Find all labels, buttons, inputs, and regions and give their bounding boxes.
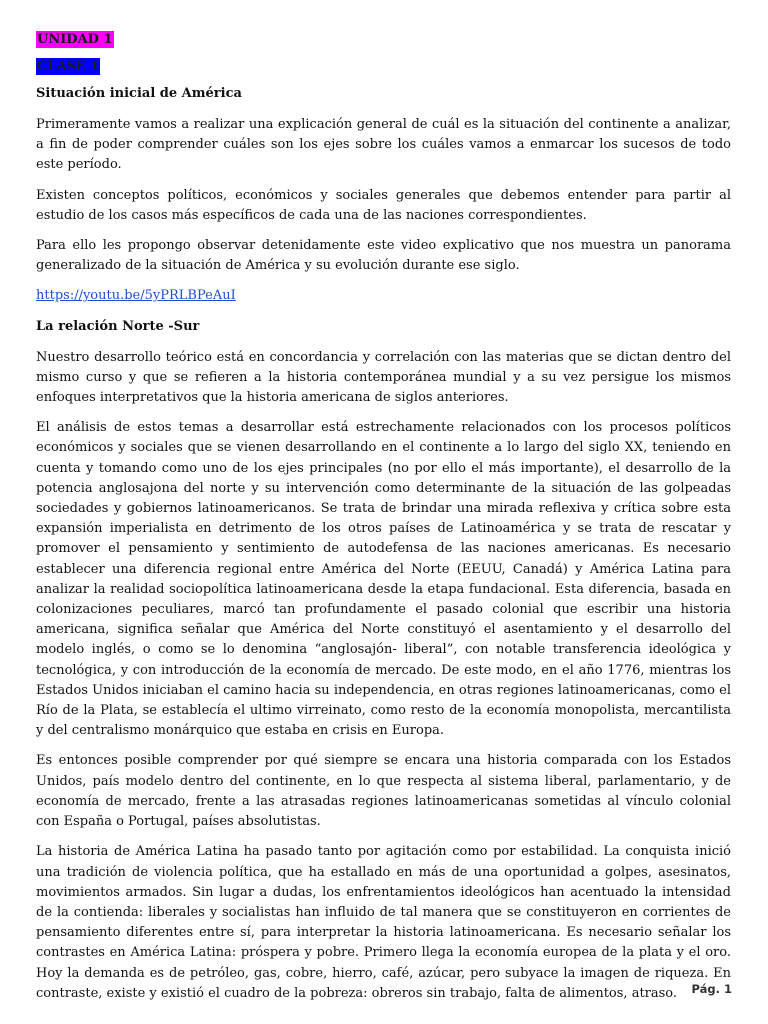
video-link[interactable]: https://youtu.be/5yPRLBPeAuI — [36, 288, 236, 304]
document-page — [36, 30, 731, 1014]
section2-paragraph-4: La historia de América Latina ha pasado tanto por agitación como por estabilidad. La conquista inició una tradición de violencia política, que ha estallado en más de una oportunidad a golpes, asesinatos, movimientos armados. Sin lugar a dudas, los enfrentamientos ideológicos han acentuado la intensidad de la contienda: liberales y socialistas han influido de tal manera que se constituyeron en corrientes de pensamiento diferentes entre sí, para interpretar la historia latinoamericana. Es necesario señalar los contrastes en América Latina: próspera y pobre. Primero llega la economía europea de la plata y el oro. Hoy la demanda es de petróleo, gas, cobre, hierro, café, azúcar, pero subyace la imagen de riqueza. En contraste, existe y existió el cuadro de la pobreza: obreros sin trabajo, falta de alimentos, atraso. — [36, 844, 731, 1001]
section2-paragraph-1: Nuestro desarrollo teórico está en concordancia y correlación con las materias que se dictan dentro del mismo curso y que se refieren a la historia contemporánea mundial y a su vez persigue los mismos enfoques interpretativos que la historia americana de siglos anteriores. — [36, 349, 731, 406]
class-tag-row — [36, 57, 731, 77]
page-number: Pág. 1 — [691, 982, 732, 996]
video-link-row — [36, 286, 731, 306]
section1-paragraph-2: Existen conceptos políticos, económicos y sociales generales que debemos entender para partir al estudio de los casos más específicos de cada una de las naciones correspondientes. — [36, 187, 731, 223]
section1-title: Situación inicial de América — [36, 86, 242, 101]
section1-paragraph-3: Para ello les propongo observar detenidamente este video explicativo que nos muestra un panorama generalizado de la situación de América y su evolución durante ese siglo. — [36, 238, 731, 274]
section2-paragraph-3: Es entonces posible comprender por qué siempre se encara una historia comparada con los Estados Unidos, país modelo dentro del continente, en lo que respecta al sistema liberal, parlamentario, y de economía de mercado, frente a las atrasadas regiones latinoamericanas sometidas al vínculo colonial con España o Portugal, países absolutistas. — [36, 753, 731, 830]
section2-paragraph-2: El análisis de estos temas a desarrollar está estrechamente relacionados con los procesos políticos económicos y sociales que se vienen desarrollando en el continente a lo largo del siglo XX, teniendo en cuenta y tomando como uno de los ejes principales (no por ello el más importante), el desarrollo de la potencia anglosajona del norte y su intervención como determinante de la situación de las golpeadas sociedades y gobiernos latinoamericanos. Se trata de brindar una mirada reflexiva y crítica sobre esta expansión imperialista en detrimento de los otros países de Latinoamérica y se trata de rescatar y promover el pensamiento y sentimiento de autodefensa de las naciones americanas. Es necesario establecer una diferencia regional entre América del Norte (EEUU, Canadá) y América Latina para analizar la realidad sociopolítica latinoamericana desde la etapa fundacional. Esta diferencia, basada en colonizaciones peculiares, marcó tan profundamente el pasado colonial que escribir una historia americana, significa señalar que América del Norte constituyó el asentamiento y el desarrollo del modelo inglés, o como se lo denomina “anglosajón- liberal”, con notable transferencia ideológica y tecnológica, y con introducción de la economía de mercado. De este modo, en el año 1776, mientras los Estados Unidos iniciaban el camino hacia su independencia, en otras regiones latinoamericanas, como el Río de la Plata, se establecía el ultimo virreinato, como resto de la economía monopolista, mercantilista y del centralismo monárquico que estaba en crisis en Europa. — [36, 420, 731, 739]
section1-paragraph-1: Primeramente vamos a realizar una explicación general de cuál es la situación del continente a analizar, a fin de poder comprender cuáles son los ejes sobre los cuáles vamos a enmarcar los sucesos de todo este período. — [36, 117, 731, 173]
section2-title: La relación Norte -Sur — [36, 318, 200, 334]
class-label: CLASE 1 — [37, 59, 100, 74]
unit-label: UNIDAD 1 — [37, 32, 113, 47]
unit-tag-row — [36, 30, 731, 50]
